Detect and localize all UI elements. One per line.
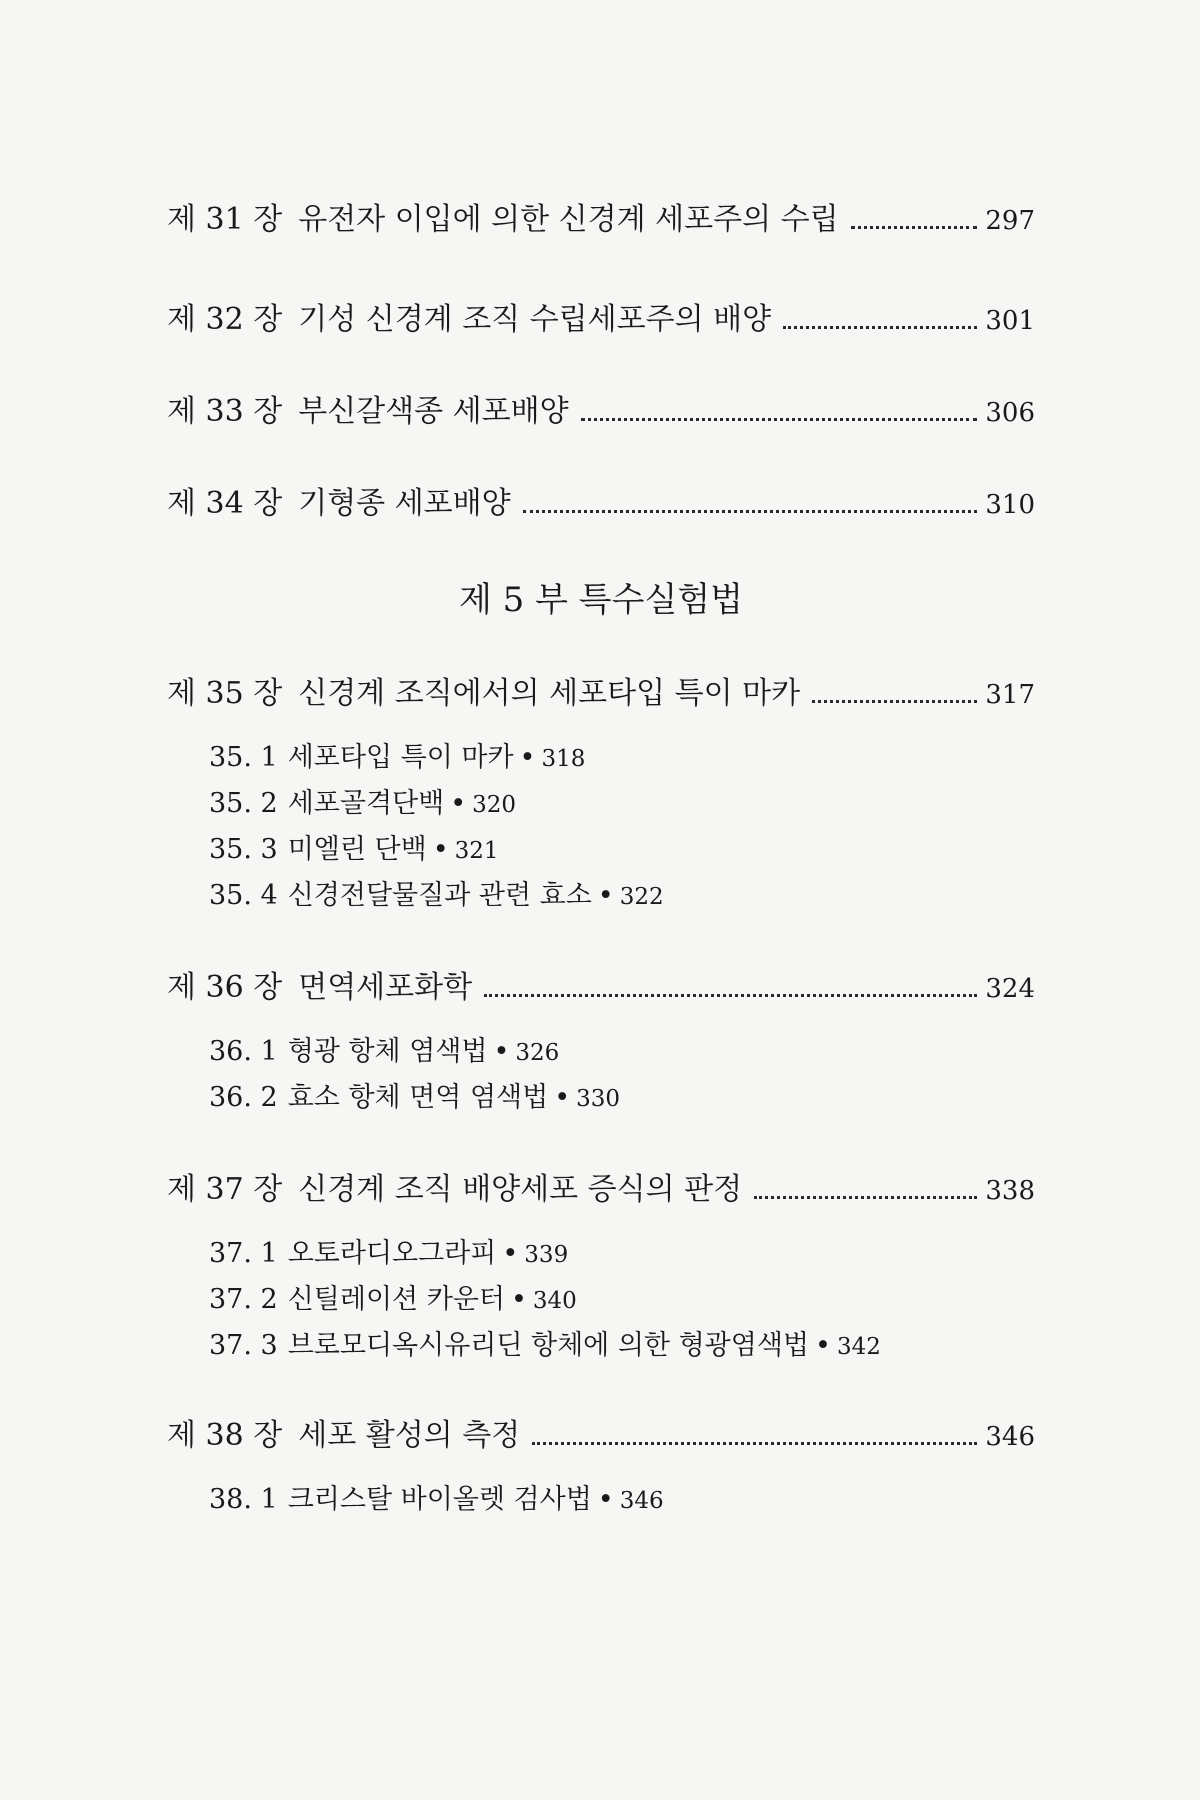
page-number: 306: [985, 398, 1035, 428]
chapter-number: 제 36 장: [167, 970, 283, 1005]
section-number: 35. 1: [209, 742, 278, 773]
chapter-number: 제 33 장: [167, 394, 283, 429]
page-number: 322: [619, 884, 664, 910]
dot-leader: [581, 418, 978, 421]
page-number: 318: [541, 746, 586, 772]
dot-leader: [812, 700, 977, 703]
chapter-number: 제 37 장: [167, 1172, 283, 1207]
page-number: 324: [985, 974, 1035, 1004]
chapter-number: 제 35 장: [167, 676, 283, 711]
toc-subentry-35-3[interactable]: [209, 832, 499, 869]
chapter-title: 신경계 조직에서의 세포타입 특이 마카: [298, 676, 801, 711]
separator-dot: •: [597, 1484, 614, 1515]
toc-subentry-37-3[interactable]: [209, 1328, 881, 1365]
toc-subentry-38-1[interactable]: [209, 1482, 664, 1519]
dot-leader: [523, 510, 978, 513]
section-number: 37. 3: [209, 1330, 278, 1361]
toc-entry-ch31[interactable]: [167, 200, 1035, 241]
toc-subentry-35-4[interactable]: [209, 878, 664, 915]
chapter-title: 세포 활성의 측정: [298, 1418, 521, 1453]
chapter-title: 신경계 조직 배양세포 증식의 판정: [298, 1172, 743, 1207]
chapter-title: 부신갈색종 세포배양: [298, 394, 569, 429]
separator-dot: •: [597, 880, 614, 911]
page-number: 326: [515, 1040, 560, 1066]
section-number: 37. 1: [209, 1238, 278, 1269]
separator-dot: •: [510, 1284, 527, 1315]
section-title: 신경전달물질과 관련 효소: [287, 880, 592, 911]
toc-subentry-35-1[interactable]: [209, 740, 585, 777]
chapter-number: 제 34 장: [167, 486, 283, 521]
page-number: 301: [985, 306, 1035, 336]
section-title: 세포타입 특이 마카: [287, 742, 514, 773]
toc-subentry-37-2[interactable]: [209, 1282, 577, 1319]
separator-dot: •: [502, 1238, 519, 1269]
toc-entry-ch38[interactable]: [167, 1416, 1035, 1457]
dot-leader: [532, 1442, 977, 1445]
page-number: 321: [454, 838, 499, 864]
chapter-title: 유전자 이입에 의한 신경계 세포주의 수립: [298, 202, 839, 237]
separator-dot: •: [519, 742, 536, 773]
chapter-title: 면역세포화학: [298, 970, 473, 1005]
part-heading: 제 5 부 특수실험법: [459, 580, 743, 620]
page-number: 297: [985, 206, 1035, 236]
toc-entry-ch34[interactable]: [167, 484, 1035, 525]
toc-entry-ch36[interactable]: [167, 968, 1035, 1009]
section-title: 효소 항체 면역 염색법: [287, 1082, 549, 1113]
page-number: 340: [532, 1288, 577, 1314]
chapter-number: 제 38 장: [167, 1418, 283, 1453]
toc-subentry-37-1[interactable]: [209, 1236, 568, 1273]
toc-subentry-36-2[interactable]: [209, 1080, 620, 1117]
separator-dot: •: [450, 788, 467, 819]
page-number: 310: [985, 490, 1035, 520]
chapter-number: 제 31 장: [167, 202, 283, 237]
toc-entry-ch32[interactable]: [167, 300, 1035, 341]
separator-dot: •: [493, 1036, 510, 1067]
page-number: 330: [576, 1086, 621, 1112]
chapter-number: 제 32 장: [167, 302, 283, 337]
separator-dot: •: [432, 834, 449, 865]
page-number: 338: [985, 1176, 1035, 1206]
section-title: 세포골격단백: [287, 788, 445, 819]
toc-entry-ch35[interactable]: [167, 674, 1035, 715]
section-number: 36. 2: [209, 1082, 278, 1113]
section-number: 36. 1: [209, 1036, 278, 1067]
separator-dot: •: [815, 1330, 831, 1361]
chapter-title: 기성 신경계 조직 수립세포주의 배양: [298, 302, 772, 337]
section-number: 38. 1: [209, 1484, 278, 1515]
section-title: 크리스탈 바이올렛 검사법: [287, 1484, 592, 1515]
toc-subentry-35-2[interactable]: [209, 786, 516, 823]
toc-subentry-36-1[interactable]: [209, 1034, 559, 1071]
page-number: 317: [985, 680, 1035, 710]
page-number: 346: [619, 1488, 664, 1514]
dot-leader: [783, 326, 977, 329]
section-number: 35. 4: [209, 880, 278, 911]
page-number: 320: [472, 792, 517, 818]
section-number: 35. 2: [209, 788, 278, 819]
section-title: 오토라디오그라피: [287, 1238, 497, 1269]
toc-entry-ch37[interactable]: [167, 1170, 1035, 1211]
chapter-title: 기형종 세포배양: [298, 486, 511, 521]
separator-dot: •: [554, 1082, 571, 1113]
page-number: 346: [985, 1422, 1035, 1452]
section-title: 미엘린 단백: [287, 834, 427, 865]
toc-entry-ch33[interactable]: [167, 392, 1035, 433]
section-title: 신틸레이션 카운터: [287, 1284, 505, 1315]
section-title: 형광 항체 염색법: [287, 1036, 488, 1067]
section-number: 37. 2: [209, 1284, 278, 1315]
page-number: 342: [836, 1334, 881, 1360]
dot-leader: [484, 994, 977, 997]
dot-leader: [754, 1196, 977, 1199]
dot-leader: [851, 226, 978, 229]
section-number: 35. 3: [209, 834, 278, 865]
page-number: 339: [524, 1242, 569, 1268]
section-title: 브로모디옥시유리딘 항체에 의한 형광염색법: [287, 1330, 810, 1361]
